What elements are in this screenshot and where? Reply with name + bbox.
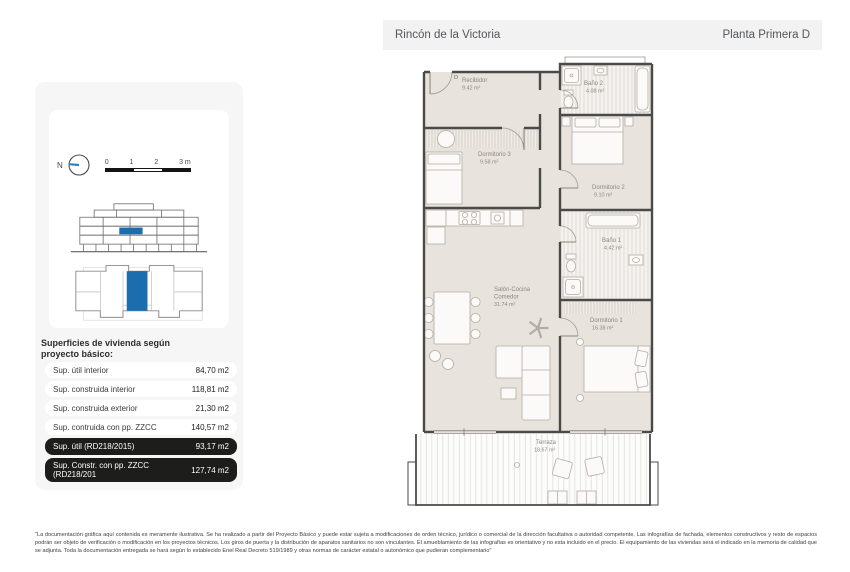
floor-plan bbox=[398, 50, 660, 522]
room-label-dorm3: Dormitorio 3 bbox=[478, 152, 511, 158]
header bbox=[383, 20, 822, 50]
room-label-dorm1: Dormitorio 1 bbox=[590, 318, 623, 324]
scale-bar-segments bbox=[105, 168, 191, 172]
table-row-highlight: Sup. Constr. con pp. ZZCC (RD218/201 127,74 m2 bbox=[45, 458, 237, 482]
terrace-deck bbox=[416, 434, 650, 505]
table-row: Sup. útil interior 84,70 m2 bbox=[45, 362, 237, 378]
svg-text:9.10 m²: 9.10 m² bbox=[594, 192, 613, 199]
table-row: Sup. construida exterior 21,30 m2 bbox=[45, 400, 237, 416]
room-label-salon: Salón-Cocina bbox=[494, 287, 531, 293]
north-label: N bbox=[57, 160, 63, 170]
scale-bar bbox=[105, 159, 191, 172]
location-diagram-card bbox=[49, 110, 229, 328]
svg-text:4.42 m²: 4.42 m² bbox=[604, 245, 623, 252]
project-title: Rincón de la Victoria bbox=[395, 29, 501, 41]
scale-segment bbox=[162, 169, 190, 171]
recibidor-fixture bbox=[438, 131, 455, 148]
wardrobe-dorm1 bbox=[564, 302, 636, 314]
scale-segment bbox=[106, 169, 134, 171]
bed-dorm1 bbox=[577, 339, 651, 402]
table-row-highlight: Sup. útil (RD218/2015) 93,17 m2 bbox=[45, 438, 237, 455]
scale-tick-labels bbox=[105, 159, 191, 166]
room-label-bano2: Baño 2 bbox=[584, 81, 604, 87]
scale-segment bbox=[134, 169, 162, 171]
bed-dorm3 bbox=[426, 152, 462, 204]
table-row: Sup. contruida con pp. ZZCC 140,57 m2 bbox=[45, 419, 237, 435]
svg-text:16.38 m²: 16.38 m² bbox=[592, 325, 614, 332]
room-label-recibidor: Recibidor bbox=[462, 78, 488, 84]
scale-tick: 1 bbox=[129, 158, 134, 166]
north-compass-icon bbox=[65, 152, 91, 178]
floor-title: Planta Primera D bbox=[722, 29, 810, 41]
bed-dorm2 bbox=[562, 116, 633, 164]
room-label-bano1: Baño 1 bbox=[602, 238, 622, 244]
svg-text:9.42 m²: 9.42 m² bbox=[462, 85, 481, 92]
scale-tick: 2 bbox=[154, 158, 159, 166]
surfaces-table bbox=[45, 362, 237, 485]
building-plan-key-diagram bbox=[67, 258, 211, 324]
legal-disclaimer: "La documentación gráfica aquí contenida es meramente ilustrativa. Se ha realizado a partir del Proyecto Básico y puede estar sujeta a modificaciones de orden técnico, jurídico o comercial de la dirección facultativa o autoridad competente. Las infografías de fachada, elementos constructivos y resto de espacios podrán ser objeto de verificación o modificación en los proyectos técnicos. Los giros de puerta y la distribución de aparatos sanitarios no son vinculantes. El amueblamiento de las infografías es orientativo y no esta incluido en el precio. El equipamiento de las viviendas será el indicado en la memoria de calidad que se adjunta. Toda la documentación entregada se hará según lo establecido Enel Real Decreto 519/1989 y otras normas de carácter estatal o autonómico que pudieran complementario" bbox=[35, 532, 817, 554]
entrance-door-label: D bbox=[454, 75, 459, 81]
svg-text:31.74 m²: 31.74 m² bbox=[494, 302, 516, 308]
scale-tick: 0 bbox=[104, 158, 109, 166]
room-label-dorm2: Dormitorio 2 bbox=[592, 185, 625, 191]
building-elevation-diagram bbox=[59, 202, 219, 254]
svg-text:18.67 m²: 18.67 m² bbox=[534, 447, 556, 454]
highlighted-unit-elevation bbox=[119, 228, 142, 235]
room-label-terraza: Terraza bbox=[536, 440, 557, 446]
svg-text:Comedor: Comedor bbox=[494, 294, 519, 301]
table-row: Sup. construida interior 118,81 m2 bbox=[45, 381, 237, 397]
svg-text:9.58 m²: 9.58 m² bbox=[480, 159, 499, 166]
highlighted-unit-plan bbox=[127, 271, 148, 311]
sidebar-panel bbox=[35, 82, 243, 490]
compass-and-scale bbox=[57, 148, 221, 182]
svg-text:4.08 m²: 4.08 m² bbox=[586, 88, 605, 95]
scale-tick: 3 m bbox=[179, 158, 191, 166]
surfaces-title: Superficies de vivienda según proyecto básico: bbox=[41, 338, 171, 359]
